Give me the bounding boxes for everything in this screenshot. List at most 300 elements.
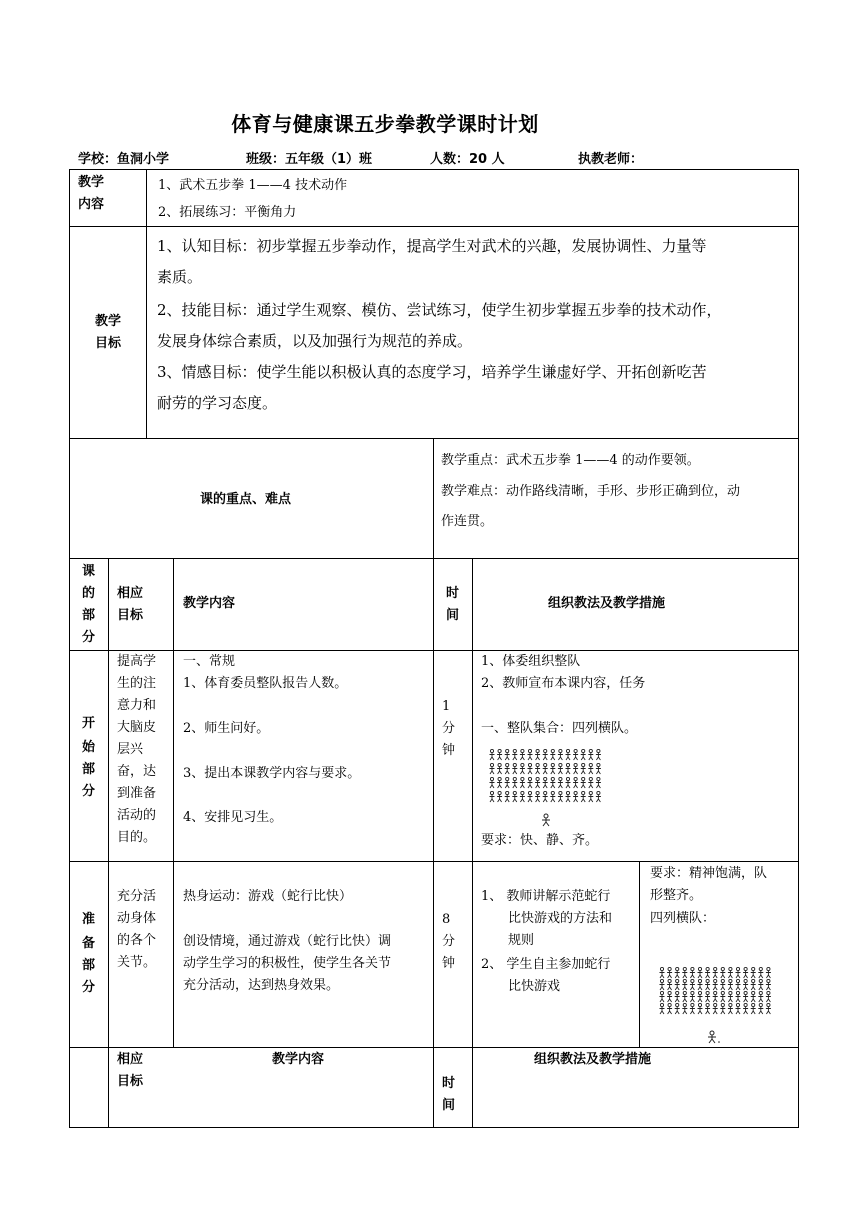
person-figure-body [682,1007,687,1014]
person-figure-icon [551,749,554,752]
person-figure-icon [574,791,577,794]
person-figure-body [675,1007,680,1014]
person-figure-icon [660,991,663,994]
person-figure-icon [706,991,709,994]
row-divider [69,861,799,862]
person-figure-body [720,1007,725,1014]
class-info: 班级：五年级（1）班 [246,152,373,167]
start-method: 1、体委组织整队 [481,654,581,669]
header-time-2: 间 [446,608,460,623]
person-figure-body [581,753,586,760]
person-figure-icon [559,791,562,794]
start-time: 1 [442,699,451,714]
person-figure-icon [490,791,493,794]
header-part-1: 课 [82,564,96,579]
prep-method: 比快游戏 [508,979,561,994]
person-figure-icon [582,791,585,794]
start-time: 分 [442,721,456,736]
person-figure-icon [668,967,671,970]
teacher-info: 执教老师： [578,152,644,167]
person-figure-icon [668,991,671,994]
teaching-focus: 教学重点：武术五步拳 1——4 的动作要领。 [441,453,700,468]
person-figure-body [751,1007,756,1014]
person-figure-body [573,753,578,760]
person-figure-icon [574,777,577,780]
person-figure-body [705,983,710,990]
person-figure-body [743,995,748,1002]
prep-requirement: 形整齐。 [650,888,703,903]
person-figure-icon [721,991,724,994]
person-figure-body [535,781,540,788]
start-goal: 提高学 [117,654,157,669]
prep-requirement: 要求：精神饱满，队 [650,866,768,881]
person-figure-body [705,1007,710,1014]
person-figure-icon [759,967,762,970]
header-goal-1: 相应 [117,586,144,601]
person-figure-icon [498,749,501,752]
start-content: 1、体育委员整队报告人数。 [183,676,348,691]
person-figure-icon [706,1003,709,1006]
person-figure-icon [582,777,585,780]
person-figure-body [675,971,680,978]
prep-goal: 的各个 [117,933,157,948]
person-figure-icon [676,979,679,982]
person-figure-icon [752,1003,755,1006]
person-figure-icon [490,749,493,752]
header-content: 教学内容 [183,596,236,611]
teacher-figure-icon [706,1030,722,1044]
row-divider [69,438,799,439]
person-figure-body [550,767,555,774]
person-figure-body [520,781,525,788]
person-figure-icon [714,979,717,982]
person-figure-body [682,983,687,990]
person-figure-body [698,971,703,978]
start-goal: 到准备 [117,786,157,801]
person-figure-body [743,1007,748,1014]
start-content: 一、常规 [183,654,236,669]
page-title [0,108,860,137]
prep-content: 创设情境，通过游戏（蛇行比快）调 [183,934,392,949]
start-part-3: 部 [82,762,96,777]
person-figure-body [512,781,517,788]
row-divider [69,1047,799,1048]
person-figure-icon [721,1003,724,1006]
person-figure-body [682,995,687,1002]
start-goal: 奋，达 [117,764,157,779]
person-figure-body [728,1007,733,1014]
person-figure-icon [752,967,755,970]
goal-line: 1、认知目标：初步掌握五步拳动作，提高学生对武术的兴趣，发展协调性、力量等 [157,237,707,255]
keypoints-label: 课的重点、难点 [200,492,292,507]
person-figure-icon [559,777,562,780]
person-figure-body [766,983,771,990]
person-figure-body [705,971,710,978]
person-figure-icon [691,1003,694,1006]
goal-line: 3、情感目标：使学生能以积极认真的态度学习，培养学生谦虚好学、开拓创新吃苦 [157,363,707,381]
person-figure-icon [506,763,509,766]
person-figure-body [520,753,525,760]
person-figure-icon [536,763,539,766]
person-figure-icon [506,791,509,794]
prep-part-2: 备 [82,936,96,951]
person-figure-body [736,1007,741,1014]
person-figure-icon [566,791,569,794]
person-figure-icon [729,979,732,982]
person-figure-icon [767,991,770,994]
person-figure-icon [536,791,539,794]
person-figure-body [543,781,548,788]
person-figure-icon [721,967,724,970]
person-figure-body [558,781,563,788]
person-figure-icon [597,763,600,766]
person-figure-body [558,767,563,774]
person-figure-body [581,767,586,774]
content-line-2: 2、拓展练习：平衡角力 [158,205,297,220]
person-figure-body [490,753,495,760]
header-part-3: 部 [82,608,96,623]
person-figure-body [660,971,665,978]
start-part-4: 分 [82,784,96,799]
content-line-1: 1、武术五步拳 1——4 技术动作 [158,178,348,193]
person-figure-body [698,1007,703,1014]
person-figure-body [690,995,695,1002]
person-figure-icon [744,967,747,970]
person-figure-icon [721,979,724,982]
person-figure-icon [736,991,739,994]
person-figure-icon [597,777,600,780]
person-figure-body [766,971,771,978]
person-figure-icon [498,763,501,766]
person-figure-icon [706,979,709,982]
col-divider [146,169,147,438]
col-divider [108,558,109,1128]
start-method: 一、整队集合：四列横队。 [481,721,638,736]
person-figure-icon [513,791,516,794]
prep-goal: 动身体 [117,911,157,926]
person-figure-body [505,795,510,802]
person-figure-icon [668,979,671,982]
person-figure-body [550,781,555,788]
prep-method: 规则 [508,933,535,948]
goals-label-2: 目标 [95,336,122,351]
person-figure-body [736,971,741,978]
prep-content: 动学生学习的积极性，使学生各关节 [183,956,392,971]
person-figure-icon [698,979,701,982]
person-figure-body [758,995,763,1002]
start-goal: 目的。 [117,830,157,845]
person-figure-icon [736,979,739,982]
col-divider [472,558,473,1128]
person-figure-icon [714,967,717,970]
start-content: 2、师生问好。 [183,721,270,736]
person-figure-body [543,795,548,802]
person-figure-icon [691,991,694,994]
prep-time: 钟 [442,956,456,971]
header-part-2: 的 [82,586,96,601]
teacher-figure-icon [540,813,552,827]
footer-goal-2: 目标 [117,1074,144,1089]
person-figure-icon [521,749,524,752]
person-figure-body [751,983,756,990]
person-figure-icon [551,777,554,780]
person-figure-icon [729,1003,732,1006]
person-figure-icon [767,967,770,970]
person-figure-icon [513,749,516,752]
person-figure-body [558,753,563,760]
start-part-2: 始 [82,740,96,755]
person-figure-body [505,753,510,760]
person-figure-body [528,753,533,760]
start-content: 4、安排见习生。 [183,810,283,825]
prep-goal: 充分活 [117,889,157,904]
person-figure-body [490,781,495,788]
person-figure-icon [536,777,539,780]
person-figure-icon [744,1003,747,1006]
person-figure-icon [683,967,686,970]
person-figure-body [566,767,571,774]
person-figure-body [751,995,756,1002]
prep-requirement: 四列横队： [650,911,716,926]
person-figure-body [713,1007,718,1014]
person-figure-body [690,971,695,978]
person-figure-icon [691,967,694,970]
prep-part-4: 分 [82,980,96,995]
header-time-1: 时 [446,586,460,601]
person-figure-body [535,753,540,760]
person-figure-body [720,983,725,990]
start-requirement: 要求：快、静、齐。 [481,833,599,848]
person-figure-body [667,971,672,978]
start-goal: 活动的 [117,808,157,823]
person-figure-icon [752,991,755,994]
person-figure-icon [544,763,547,766]
person-figure-body [497,781,502,788]
person-figure-icon [566,763,569,766]
prep-part-3: 部 [82,958,96,973]
person-figure-icon [744,979,747,982]
person-figure-icon [698,967,701,970]
header-method: 组织教法及教学措施 [548,596,666,611]
person-figure-body [505,781,510,788]
person-figure-body [497,753,502,760]
person-figure-icon [589,749,592,752]
prep-content-title: 热身运动：游戏（蛇行比快） [183,889,353,904]
person-figure-body [528,767,533,774]
start-goal: 层兴 [117,742,144,757]
person-figure-body [728,995,733,1002]
person-figure-icon [676,991,679,994]
person-figure-icon [559,763,562,766]
person-figure-icon [566,777,569,780]
person-figure-body [550,795,555,802]
person-figure-icon [676,1003,679,1006]
start-goal: 意力和 [117,698,157,713]
person-figure-body [758,971,763,978]
prep-part-1: 准 [82,912,96,927]
person-figure-icon [498,791,501,794]
goal-line: 发展身体综合素质，以及加强行为规范的养成。 [157,332,473,350]
person-figure-body [713,995,718,1002]
person-figure-body [743,983,748,990]
person-figure-body [573,795,578,802]
person-figure-icon [551,791,554,794]
person-figure-body [543,753,548,760]
person-figure-body [528,795,533,802]
person-figure-icon [513,763,516,766]
person-figure-body [596,753,601,760]
person-figure-body [566,795,571,802]
start-time: 钟 [442,743,456,758]
person-figure-icon [683,979,686,982]
person-figure-icon [683,991,686,994]
person-figure-icon [676,967,679,970]
col-divider [639,861,640,1047]
person-figure-body [743,971,748,978]
person-figure-icon [521,791,524,794]
person-figure-icon [706,967,709,970]
person-figure-body [596,781,601,788]
goal-line: 素质。 [157,268,203,286]
person-figure-icon [767,979,770,982]
person-figure-icon [544,777,547,780]
person-figure-icon [490,763,493,766]
person-figure-body [758,1007,763,1014]
person-figure-body [705,995,710,1002]
person-figure-body [497,795,502,802]
person-figure-icon [589,791,592,794]
person-figure-icon [759,979,762,982]
person-figure-body [596,795,601,802]
start-content: 3、提出本课教学内容与要求。 [183,766,361,781]
person-figure-icon [729,991,732,994]
person-figure-body [566,753,571,760]
person-figure-body [512,767,517,774]
person-figure-body [713,983,718,990]
person-figure-body [520,767,525,774]
person-figure-icon [759,1003,762,1006]
person-figure-icon [729,967,732,970]
start-goal: 大脑皮 [117,720,157,735]
prep-content: 充分活动，达到热身效果。 [183,978,340,993]
person-figure-icon [528,749,531,752]
person-figure-icon [691,979,694,982]
person-figure-body [660,995,665,1002]
person-figure-body [720,995,725,1002]
row-divider [69,226,799,227]
person-figure-body [675,983,680,990]
person-figure-icon [528,777,531,780]
person-figure-body [766,1007,771,1014]
goal-line: 耐劳的学习态度。 [157,394,278,412]
person-figure-icon [582,763,585,766]
person-figure-body [490,795,495,802]
person-figure-body [581,795,586,802]
person-figure-body [535,767,540,774]
footer-time-2: 间 [442,1098,456,1113]
person-figure-icon [589,763,592,766]
footer-goal-1: 相应 [117,1052,144,1067]
person-figure-body [758,983,763,990]
row-divider [69,650,799,651]
person-figure-body [558,795,563,802]
teaching-difficulty: 教学难点：动作路线清晰，手形、步形正确到位，动 [441,484,741,499]
person-figure-icon [714,1003,717,1006]
person-figure-icon [698,991,701,994]
person-figure-icon [528,763,531,766]
person-figure-icon [506,749,509,752]
teaching-difficulty-cont: 作连贯。 [441,514,494,529]
person-figure-body [588,781,593,788]
col-divider [433,438,434,558]
person-figure-body [766,995,771,1002]
prep-time: 分 [442,934,456,949]
person-figure-body [512,795,517,802]
person-figure-icon [544,791,547,794]
col-divider [173,558,174,1047]
person-figure-icon [528,791,531,794]
person-figure-body [581,781,586,788]
person-figure-body [660,1007,665,1014]
person-figure-icon [498,777,501,780]
person-figure-icon [597,749,600,752]
person-figure-body [566,781,571,788]
page-title-text: 体育与健康课五步拳教学课时计划 [231,112,539,136]
person-figure-icon [521,777,524,780]
person-figure-body [728,983,733,990]
person-figure-icon [574,749,577,752]
person-figure-body [751,971,756,978]
person-figure-icon [660,979,663,982]
person-figure-body [520,795,525,802]
person-figure-body [550,753,555,760]
person-figure-icon [490,749,601,802]
person-figure-body [698,995,703,1002]
person-figure-body [512,753,517,760]
person-figure-body [528,781,533,788]
person-figure-icon [660,967,771,1014]
footer-content: 教学内容 [272,1052,325,1067]
start-part-1: 开 [82,716,96,731]
person-figure-body [736,995,741,1002]
person-figure-body [497,767,502,774]
header-part-4: 分 [82,630,96,645]
person-figure-icon [582,749,585,752]
person-figure-icon [566,749,569,752]
formation-diagram-prep [658,966,778,1026]
person-figure-body [490,767,495,774]
start-method: 2、教师宣布本课内容，任务 [481,676,646,691]
prep-method: 比快游戏的方法和 [508,911,613,926]
person-figure-icon [589,777,592,780]
person-figure-icon [544,749,547,752]
content-label-1: 教学 [78,175,105,190]
content-label-2: 内容 [78,197,105,212]
student-count: 人数：20 人 [430,152,505,167]
person-figure-body [505,767,510,774]
person-figure-icon [559,749,562,752]
person-figure-body [667,983,672,990]
person-figure-icon [736,967,739,970]
person-figure-body [588,753,593,760]
person-figure-body [736,983,741,990]
prep-method: 1、 教师讲解示范蛇行 [481,889,611,904]
person-figure-icon [759,991,762,994]
person-figure-body [698,983,703,990]
person-figure-body [573,767,578,774]
prep-time: 8 [442,912,451,927]
person-figure-icon [736,1003,739,1006]
